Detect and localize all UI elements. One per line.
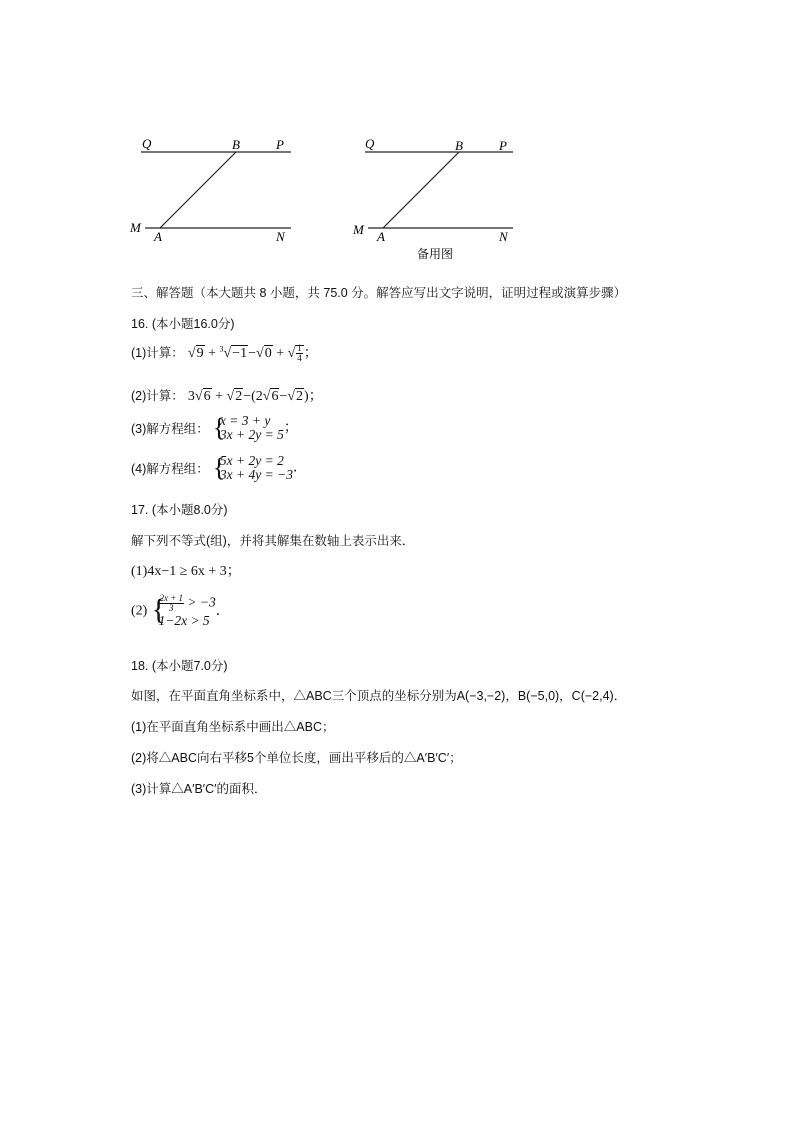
- q16-part1: [131, 342, 318, 363]
- q16-part3: (3)解方程组： { x = 3 + y 3x + 2y = 5 ；: [131, 413, 298, 442]
- q16-part1-expression: √9 + $^3$√−1−√0 + √ $\frac{1}{4}$ ；: [187, 343, 318, 364]
- q16-part3-eq2: 3x + 2y = 5: [219, 427, 284, 442]
- left-label-a: A: [154, 229, 162, 244]
- right-line-ab: [383, 152, 459, 228]
- q18-title: 18. (本小题7.0分): [131, 659, 228, 673]
- left-label-b: B: [232, 137, 240, 152]
- q17-part2: (2) { $\frac{2x + 1}{3}$ > −3 1−2x > 5 ．: [131, 593, 230, 628]
- q16-part2-label: (2)计算：: [131, 389, 184, 403]
- q16-part4: (4)解方程组： { 5x + 2y = 2 3x + 4y = −3 ．: [131, 453, 307, 482]
- left-label-p: P: [276, 137, 284, 152]
- q16-part2-expression: 3√6 + √2−(2√6−√2)；: [187, 389, 323, 404]
- parallel-lines-figure: [125, 128, 525, 268]
- q18-part3: (3)计算△A′B′C′的面积．: [131, 782, 267, 796]
- right-label-a: A: [377, 229, 385, 244]
- right-label-q: Q: [365, 136, 375, 151]
- right-label-m: M: [353, 222, 364, 237]
- section-3-header: 三、解答题（本大题共 8 小题，共 75.0 分。解答应写出文字说明，证明过程或演算步骤）: [131, 286, 627, 300]
- q16-title: 16. (本小题16.0分): [131, 317, 235, 331]
- q18-part1: (1)在平面直角坐标系中画出△ABC；: [131, 720, 335, 734]
- left-label-m: M: [130, 220, 141, 235]
- q17-part2-ineq1-tail: > −3: [187, 594, 216, 610]
- left-label-n: N: [276, 229, 285, 244]
- right-label-n: N: [499, 229, 508, 244]
- left-label-q: Q: [142, 136, 152, 151]
- left-line-ab: [160, 152, 236, 228]
- figure-caption: 备用图: [417, 247, 454, 261]
- q17-part2-ineq1: $\frac{2x + 1}{3}$ > −3: [159, 593, 216, 613]
- q16-part3-system: { x = 3 + y 3x + 2y = 5: [212, 413, 284, 442]
- q16-part1-label: (1)计算：: [131, 346, 184, 360]
- q16-part2: [131, 385, 323, 405]
- q16-part4-eq1: 5x + 2y = 2: [219, 453, 284, 468]
- q17-instruction: 解下列不等式(组)，并将其解集在数轴上表示出来．: [131, 534, 415, 548]
- right-label-b: B: [455, 138, 463, 153]
- q16-part3-label: (3)解方程组：: [131, 422, 209, 436]
- q17-part2-label: (2): [131, 603, 148, 619]
- q18-intro: 如图，在平面直角坐标系中，△ABC三个顶点的坐标分别为A(−3,−2)，B(−5,0)，C(−2,4)．: [131, 689, 627, 703]
- q16-part4-eq2: 3x + 4y = −3: [219, 467, 293, 482]
- q17-part2-system: { $\frac{2x + 1}{3}$ > −3 1−2x > 5: [151, 593, 216, 628]
- q17-title: 17. (本小题8.0分): [131, 503, 228, 517]
- right-label-p: P: [499, 138, 507, 153]
- q16-part4-label: (4)解方程组：: [131, 462, 209, 476]
- q16-part3-eq1: x = 3 + y: [219, 413, 271, 428]
- q16-part4-system: { 5x + 2y = 2 3x + 4y = −3: [212, 453, 293, 482]
- q18-part2: (2)将△ABC向右平移5个单位长度，画出平移后的△A′B′C′；: [131, 751, 462, 765]
- q17-part1: (1)4x−1 ≥ 6x + 3；: [131, 564, 241, 579]
- q17-part2-ineq2: 1−2x > 5: [158, 613, 210, 628]
- figure-svg: [125, 128, 525, 268]
